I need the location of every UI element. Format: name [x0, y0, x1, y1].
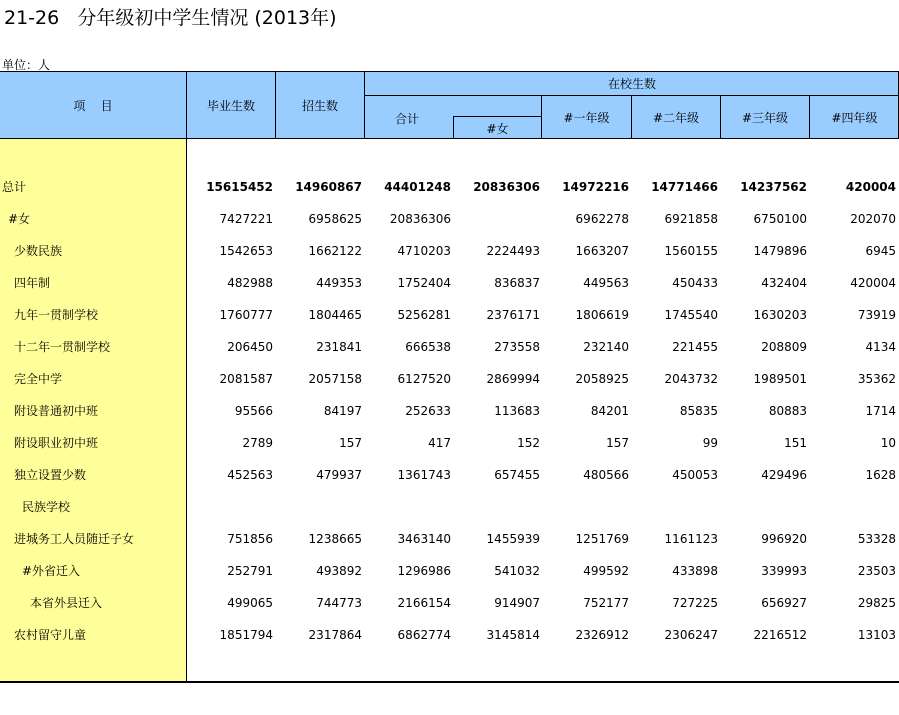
table-cell: 744773: [316, 596, 362, 610]
table-cell: 157: [606, 436, 629, 450]
table-cell: 1251769: [575, 532, 629, 546]
table-bottom-rule: [0, 681, 899, 683]
row-label: 九年一贯制学校: [14, 308, 99, 322]
table-cell: [541, 499, 629, 515]
table-cell: 44401248: [384, 180, 451, 194]
table-cell: 541032: [494, 564, 540, 578]
header-grade3: [721, 96, 809, 139]
table-cell: 1296986: [397, 564, 451, 578]
table-cell: 2043732: [664, 372, 718, 386]
table-cell: 152: [517, 436, 540, 450]
grid-line: [453, 116, 541, 117]
table-cell: 20836306: [389, 212, 451, 226]
table-cell: 221455: [672, 340, 718, 354]
header-in-school-label: 在校生数: [607, 77, 656, 91]
table-cell: 420004: [850, 276, 896, 290]
table-cell: 1989501: [753, 372, 807, 386]
row-label: #女: [8, 212, 31, 226]
header-female: [454, 117, 541, 139]
table-cell: [452, 211, 540, 227]
table-cell: 5256281: [397, 308, 451, 322]
header-grade3-label: #三年级: [741, 111, 789, 125]
header-female-label: #女: [486, 121, 509, 136]
table-cell: 1238665: [308, 532, 362, 546]
table-cell: 2224493: [486, 244, 540, 258]
table-cell: [719, 499, 807, 515]
grid-line: [275, 72, 276, 139]
table-cell: 1745540: [664, 308, 718, 322]
table-cell: 2376171: [486, 308, 540, 322]
table-cell: 339993: [761, 564, 807, 578]
table-cell: 95566: [234, 404, 273, 418]
table-cell: 273558: [494, 340, 540, 354]
grid-line: [364, 95, 899, 96]
table-cell: 450433: [672, 276, 718, 290]
table-cell: 14771466: [651, 180, 718, 194]
table-cell: 6958625: [308, 212, 362, 226]
table-cell: 157: [339, 436, 362, 450]
table-cell: 480566: [583, 468, 629, 482]
table-cell: 1663207: [575, 244, 629, 258]
table-cell: [274, 499, 362, 515]
table-cell: 6921858: [664, 212, 718, 226]
table-cell: 666538: [405, 340, 451, 354]
table-cell: 113683: [494, 404, 540, 418]
table-cell: 14237562: [740, 180, 807, 194]
table-cell: 206450: [227, 340, 273, 354]
header-graduates: [187, 72, 275, 139]
table-cell: 2789: [242, 436, 273, 450]
table-cell: 1806619: [575, 308, 629, 322]
table-cell: 656927: [761, 596, 807, 610]
table-cell: 10: [880, 436, 896, 450]
grid-line: [631, 95, 632, 139]
row-label: #外省迁入: [22, 564, 81, 578]
table-cell: 208809: [761, 340, 807, 354]
table-cell: 4134: [865, 340, 896, 354]
table-cell: 450053: [672, 468, 718, 482]
table-cell: 479937: [316, 468, 362, 482]
table-cell: 13103: [857, 628, 896, 642]
table-cell: [630, 499, 718, 515]
row-label: 四年制: [14, 276, 51, 290]
table-title: 21-26 分年级初中学生情况 (2013年): [4, 7, 337, 29]
table-cell: 15615452: [206, 180, 273, 194]
header-grade2-label: #二年级: [652, 111, 700, 125]
row-label: 少数民族: [14, 244, 63, 258]
table-cell: 836837: [494, 276, 540, 290]
header-grade4-label: #四年级: [831, 111, 878, 125]
header-grade2: [632, 96, 720, 139]
table-cell: 2216512: [753, 628, 807, 642]
table-cell: 1752404: [397, 276, 451, 290]
table-cell: 29825: [857, 596, 896, 610]
table-cell: 231841: [316, 340, 362, 354]
table-cell: 1479896: [753, 244, 807, 258]
table-cell: 449563: [583, 276, 629, 290]
header-grade1-label: #一年级: [563, 111, 610, 125]
table-cell: 252633: [405, 404, 451, 418]
grid-line: [809, 95, 810, 139]
table-cell: 452563: [227, 468, 273, 482]
header-item-label: 项 目: [73, 99, 113, 113]
row-label: 农村留守儿童: [14, 628, 87, 642]
table-cell: 1628: [865, 468, 896, 482]
table-cell: 3145814: [486, 628, 540, 642]
table-cell: 6862774: [397, 628, 451, 642]
table-cell: 2317864: [308, 628, 362, 642]
row-label: 民族学校: [22, 500, 71, 514]
table-cell: 1361743: [397, 468, 451, 482]
table-cell: 2306247: [664, 628, 718, 642]
table-cell: 53328: [857, 532, 896, 546]
row-label: 进城务工人员随迁子女: [14, 532, 135, 546]
table-cell: 499592: [583, 564, 629, 578]
header-item: [0, 72, 186, 139]
table-cell: 1542653: [219, 244, 273, 258]
table-cell: 1161123: [664, 532, 718, 546]
table-cell: 99: [702, 436, 718, 450]
table-cell: 420004: [845, 180, 896, 194]
header-graduates-label: 毕业生数: [206, 99, 255, 113]
table-cell: 482988: [227, 276, 273, 290]
header-grade4: [810, 96, 899, 139]
table-cell: 7427221: [219, 212, 273, 226]
row-label: 完全中学: [14, 372, 63, 386]
table-cell: 2058925: [575, 372, 629, 386]
table-cell: 6962278: [575, 212, 629, 226]
row-label: 附设普通初中班: [14, 404, 99, 418]
row-label: 十二年一贯制学校: [14, 340, 111, 354]
table-cell: 35362: [857, 372, 896, 386]
table-cell: [185, 499, 273, 515]
grid-line: [453, 117, 454, 139]
table-cell: 1714: [865, 404, 896, 418]
table-cell: 996920: [761, 532, 807, 546]
table-cell: [452, 499, 540, 515]
table-cell: 202070: [850, 212, 896, 226]
table-cell: [808, 499, 896, 515]
table-cell: 4710203: [397, 244, 451, 258]
unit-label: 单位：人: [2, 58, 51, 72]
table-cell: 432404: [761, 276, 807, 290]
table-cell: 84197: [323, 404, 362, 418]
table-cell: 449353: [316, 276, 362, 290]
row-label: 总计: [2, 180, 27, 194]
table-cell: [363, 499, 451, 515]
table-cell: 433898: [672, 564, 718, 578]
table-cell: 914907: [494, 596, 540, 610]
table-cell: 3463140: [397, 532, 451, 546]
table-cell: 84201: [590, 404, 629, 418]
table-cell: 2326912: [575, 628, 629, 642]
table-cell: 1560155: [664, 244, 718, 258]
table-cell: 151: [784, 436, 807, 450]
table-cell: 20836306: [473, 180, 540, 194]
header-enrollment-label: 招生数: [301, 99, 338, 113]
table-cell: 85835: [679, 404, 718, 418]
table-cell: 751856: [227, 532, 273, 546]
table-cell: 6945: [865, 244, 896, 258]
grid-line: [364, 72, 365, 139]
table-cell: 499065: [227, 596, 273, 610]
header-grade1: [542, 96, 631, 139]
table-cell: 1662122: [308, 244, 362, 258]
table-cell: 80883: [768, 404, 807, 418]
table-cell: 2057158: [308, 372, 362, 386]
table-cell: 14960867: [295, 180, 362, 194]
table-cell: 14972216: [562, 180, 629, 194]
table-cell: 727225: [672, 596, 718, 610]
table-cell: 6127520: [397, 372, 451, 386]
table-cell: 1851794: [219, 628, 273, 642]
table-cell: 493892: [316, 564, 362, 578]
table-cell: 73919: [857, 308, 896, 322]
row-label: 附设职业初中班: [14, 436, 99, 450]
table-cell: 252791: [227, 564, 273, 578]
table-cell: 23503: [857, 564, 896, 578]
row-label: 独立设置少数: [14, 468, 87, 482]
table-cell: 2166154: [397, 596, 451, 610]
table-cell: 2869994: [486, 372, 540, 386]
grid-line: [720, 95, 721, 139]
table-cell: 752177: [583, 596, 629, 610]
table-cell: 1804465: [308, 308, 362, 322]
table-cell: 6750100: [753, 212, 807, 226]
table-cell: 657455: [494, 468, 540, 482]
header-total-label: 合计: [395, 112, 420, 126]
header-enrollment: [276, 72, 364, 139]
table-cell: 232140: [583, 340, 629, 354]
table-cell: 1760777: [219, 308, 273, 322]
table-cell: 1630203: [753, 308, 807, 322]
grid-line: [541, 95, 542, 139]
row-label: 本省外县迁入: [30, 596, 103, 610]
table-cell: 417: [428, 436, 451, 450]
header-in-school: [365, 72, 899, 95]
table-cell: 2081587: [219, 372, 273, 386]
table-cell: 1455939: [486, 532, 540, 546]
table-cell: 429496: [761, 468, 807, 482]
